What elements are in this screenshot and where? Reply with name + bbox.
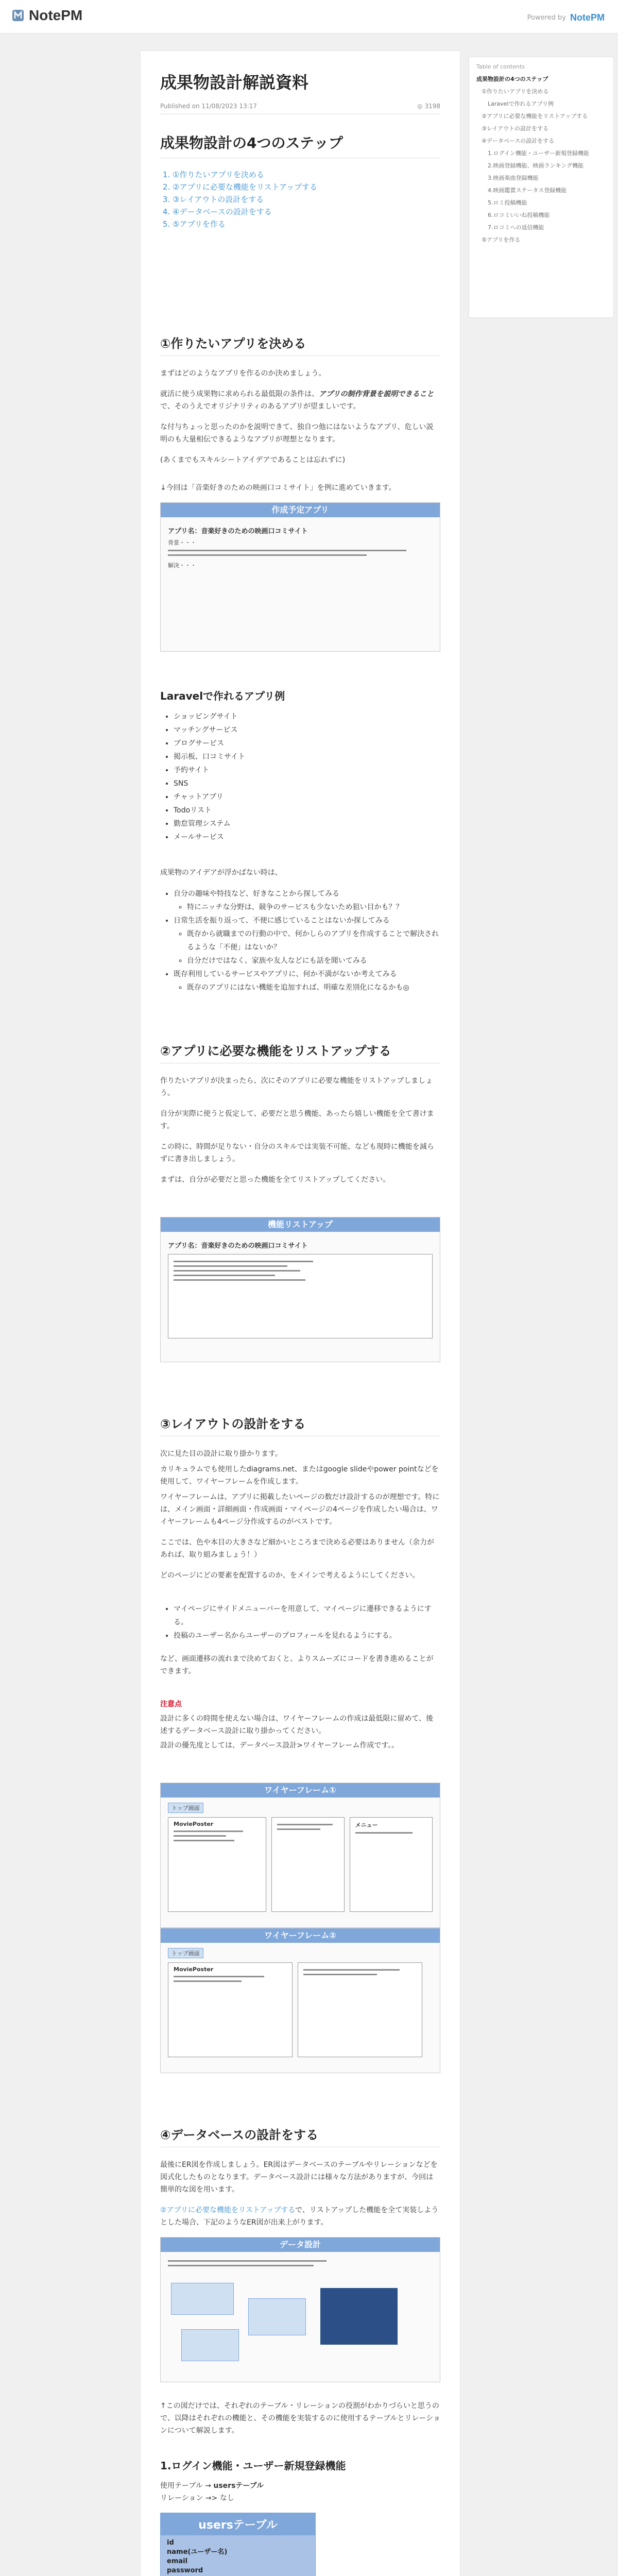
document-page [140,50,460,2576]
paragraph: ↓今回は「音楽好きのための映画口コミサイト」を例に進めていきます。 [160,484,396,492]
figure-wireframe-1: ワイヤーフレーム① トップ画面 MoviePoster メニュー [160,1783,440,1928]
figure-title: データ設計 [161,2238,440,2252]
toc-item[interactable]: 1.ログイン機能・ユーザー新規登録機能 [488,150,589,157]
figure-title: ワイヤーフレーム① [161,1783,440,1798]
paragraph: ここでは、色や本目の大きさなど細かいところまで決める必要はありません（余力があれば、取り組みましょう！） [160,1538,434,1559]
users-table-diagram: usersテーブル id name(ユーザー名) email password [160,2513,316,2576]
powered-by[interactable] [527,12,605,23]
table-of-contents [469,57,614,318]
list-item: ◦ 既存から就職までの行動の中で、何かしらのアプリを作成することで解決されるような「不便」はないか？ [187,927,440,954]
step-link[interactable]: 3. ③レイアウトの設計をする [173,193,440,206]
paragraph: どのページにどの要素を配置するのか、をメインで考えるようにしてください。 [160,1571,420,1580]
list-item: • Todoリスト [174,804,440,817]
paragraph: 設計の優先度としては、データベース設計>ワイヤーフレーム作成です。。 [160,1741,399,1750]
published-date: Published on 11/08/2023 13:17 [160,103,257,110]
toc-item[interactable]: ④データベースの設計をする [482,138,555,144]
list-item: • 日常生活を振り返って、不便に感じていることはないか探してみる ◦ 既存から就職までの行動の中で、何かしらのアプリを作成することで解決されるような「不便」はないか？ ◦ 自分だけではなく、家族や友人などにも話を聞いてみる [174,914,440,968]
list-item: • ショッピングサイト [174,710,440,723]
step-link[interactable]: 2. ②アプリに必要な機能をリストアップする [173,181,440,193]
toc-item[interactable]: 成果物設計の4つのステップ [476,76,548,82]
list-item: • SNS [174,777,440,790]
section-heading-4: ④データベースの設計をする [160,2125,440,2147]
figure-wireframe-2: ワイヤーフレーム② トップ画面 MoviePoster [160,1928,440,2073]
feature-heading-1: 1.ログイン機能・ユーザー新規登録機能 [160,2460,346,2472]
figure-er-diagram [160,2237,440,2382]
list-item: • メールサービス [174,831,440,844]
paragraph: など、画面遷移の流れまで決めておくと、よりスムーズにコードを書き進めることができます。 [160,1655,434,1675]
list-item: • 投稿のユーザー名からユーザーのプロフィールを見れるようにする。 [174,1629,440,1642]
toc-item[interactable]: 4.映画鑑賞ステータス登録機能 [488,187,567,194]
figure-title: 機能リストアップ [161,1217,440,1232]
paragraph: 最後にER図を作成しましょう。ER図はデータベースのテーブルやリレーションなどを図式化したものとなります。データベース設計には様々な方法がありますが、今回は簡単的な図を用います。 [160,2161,438,2194]
figure-planned-app: 作成予定アプリ アプリ名：音楽好きのための映画口コミサイト 背景・・・ 解決・・・ [160,502,440,652]
top-bar [0,0,618,33]
paragraph: な付与ちょっと思ったのかを説明できて、独自つ他にはないようなアプリ、危しい説明のも大量相伝できるようなアプリが理想となります。 [160,423,434,444]
laravel-app-list [160,710,440,844]
toc-item[interactable]: ③レイアウトの設計をする [482,125,548,132]
list-item: ◦ 既存のアプリにはない機能を追加すれば、明確な差別化になるかも◎ [187,981,440,994]
list-item: • 勤怠管理システム [174,817,440,831]
page-title: 成果物設計解説資料 [160,73,309,92]
toc-list [469,73,613,246]
main-heading: 成果物設計の4つのステップ [160,132,440,158]
step-link[interactable]: 4. ④データベースの設計をする [173,206,440,218]
list-item: • マッチングサービス [174,723,440,737]
paragraph: 使用テーブル → usersテーブル [160,2482,264,2490]
list-item: • ブログサービス [174,737,440,750]
toc-item[interactable]: ②アプリに必要な機能をリストアップする [482,113,588,120]
steps-list [160,168,440,230]
toc-item[interactable]: Laravelで作れるアプリ例 [488,100,554,107]
step-link[interactable]: 1. ①作りたいアプリを決める [173,168,440,181]
paragraph: 自分が実際に使うと仮定して、必要だと思う機能、あったら嬉しい機能を全て書けます。 [160,1110,434,1130]
section-heading-1: ①作りたいアプリを決める [160,333,440,356]
toc-item[interactable]: 5.ロミ投稿機能 [488,199,527,206]
list-item: • マイページにサイドメニューバーを用意して、マイページに遷移できるようにする。 [174,1602,440,1629]
list-item: • 既存利用しているサービスやアプリに、何か不満がないか考えてみる ◦ 既存のアプリにはない機能を追加すれば、明確な差別化になるかも◎ [174,968,440,994]
section-heading-2: ②アプリに必要な機能をリストアップする [160,1041,440,1063]
paragraph: 作りたいアプリが決まったら、次にそのアプリに必要な機能をリストアップしましょう。 [160,1077,433,1097]
paragraph: (あくまでもスキルシートアイデアであることは忘れずに) [160,456,346,464]
brand-name: NotePM [29,7,83,23]
figure-feature-list: 機能リストアップ アプリ名：音楽好きのための映画口コミサイト [160,1217,440,1362]
paragraph: カリキュラムでも使用したdiagrams.net、またはgoogle slideやpower pointなどを使用して、ワイヤーフレームを作成します。 [160,1465,439,1486]
section-link[interactable]: ②アプリに必要な機能をリストアップする [160,2206,296,2214]
doc-meta [160,103,440,114]
paragraph: 設計に多くの時間を使えない場合は、ワイヤーフレームの作成は最低限に留めて、後述するデータベース設計に取り掛かってください。 [160,1715,434,1735]
paragraph: 次に見た目の設計に取り掛かります。 [160,1450,282,1458]
list-item: • 自分の趣味や特技など、好きなことから探してみる ◦ 特にニッチな分野は、競争のサービスも少ないため狙い目かも？？ [174,887,440,914]
section-heading-3: ③レイアウトの設計をする [160,1414,440,1436]
list-item: • 予約サイト [174,764,440,777]
paragraph: まずはどのようなアプリを作るのか決めましょう。 [160,369,326,378]
step-link[interactable]: 5. ⑤アプリを作る [173,218,440,230]
list-item: ◦ 特にニッチな分野は、競争のサービスも少ないため狙い目かも？？ [187,901,440,914]
figure-title: 作成予定アプリ [161,503,440,517]
toc-item[interactable]: 7.ロコミへの返信機能 [488,224,544,231]
layout-list [160,1602,440,1642]
paragraph: ②アプリに必要な機能をリストアップするで、リストアップした機能を全て実装しようとした場合、下記のようなER図が出来上がります。 [160,2206,439,2227]
ideas-list [160,887,440,994]
powered-by-brand: NotePM [570,12,605,23]
paragraph: リレーション →> なし [160,2494,234,2502]
paragraph: まずは、自分が必要だと思った機能を全てリストアップしてください。 [160,1176,390,1184]
toc-title: Table of contents [476,63,525,70]
paragraph: ワイヤーフレームは、アプリに掲載したいページの数だけ設計するのが理想です。特には、メイン画面・詳細画面・作成画面・マイページの4ページを作成したい場合は、ワイヤーフレームも4ページ分作成するのがベストです。 [160,1493,440,1526]
note-title: 注意点 [160,1700,182,1708]
toc-item[interactable]: 3.映画楽曲登録機能 [488,175,539,181]
powered-by-text: Powered by [527,14,566,22]
paragraph: ↑この図だけでは、それぞれのテーブル・リレーションの役割がわかりづらいと思うので、以降はそれぞれの機能と、その機能を実装するのに使用するテーブルとリレーションについて解説します。 [160,2402,440,2435]
notepm-logo-icon [11,9,25,22]
view-count: ◎ 3198 [417,103,440,110]
toc-item[interactable]: 6.ロコミいいね投稿機能 [488,212,550,218]
laravel-heading: Laravelで作れるアプリ例 [160,690,285,702]
paragraph: この時に、時間が足りない・自分のスキルでは実装不可能、なども現時に機能を減らずに書き出しましょう。 [160,1143,434,1163]
paragraph: 就活に使う成果物に求められる最低限の条件は、アプリの制作背景を説明できることで、そのうえでオリジナリティのあるアプリが望ましいです。 [160,390,434,411]
figure-title: ワイヤーフレーム② [161,1928,440,1943]
toc-item[interactable]: ①作りたいアプリを決める [482,88,549,95]
toc-item[interactable]: 2.映画登録機能、映画ランキング機能 [488,162,584,169]
list-item: • チャットアプリ [174,790,440,804]
logo[interactable] [11,7,82,24]
eye-icon: ◎ [417,103,425,110]
list-item: ◦ 自分だけではなく、家族や友人などにも話を聞いてみる [187,954,440,968]
list-item: • 掲示板、口コミサイト [174,750,440,764]
paragraph: 成果物のアイデアが浮かばない時は、 [160,869,282,877]
toc-item[interactable]: ⑤アプリを作る [482,236,521,243]
